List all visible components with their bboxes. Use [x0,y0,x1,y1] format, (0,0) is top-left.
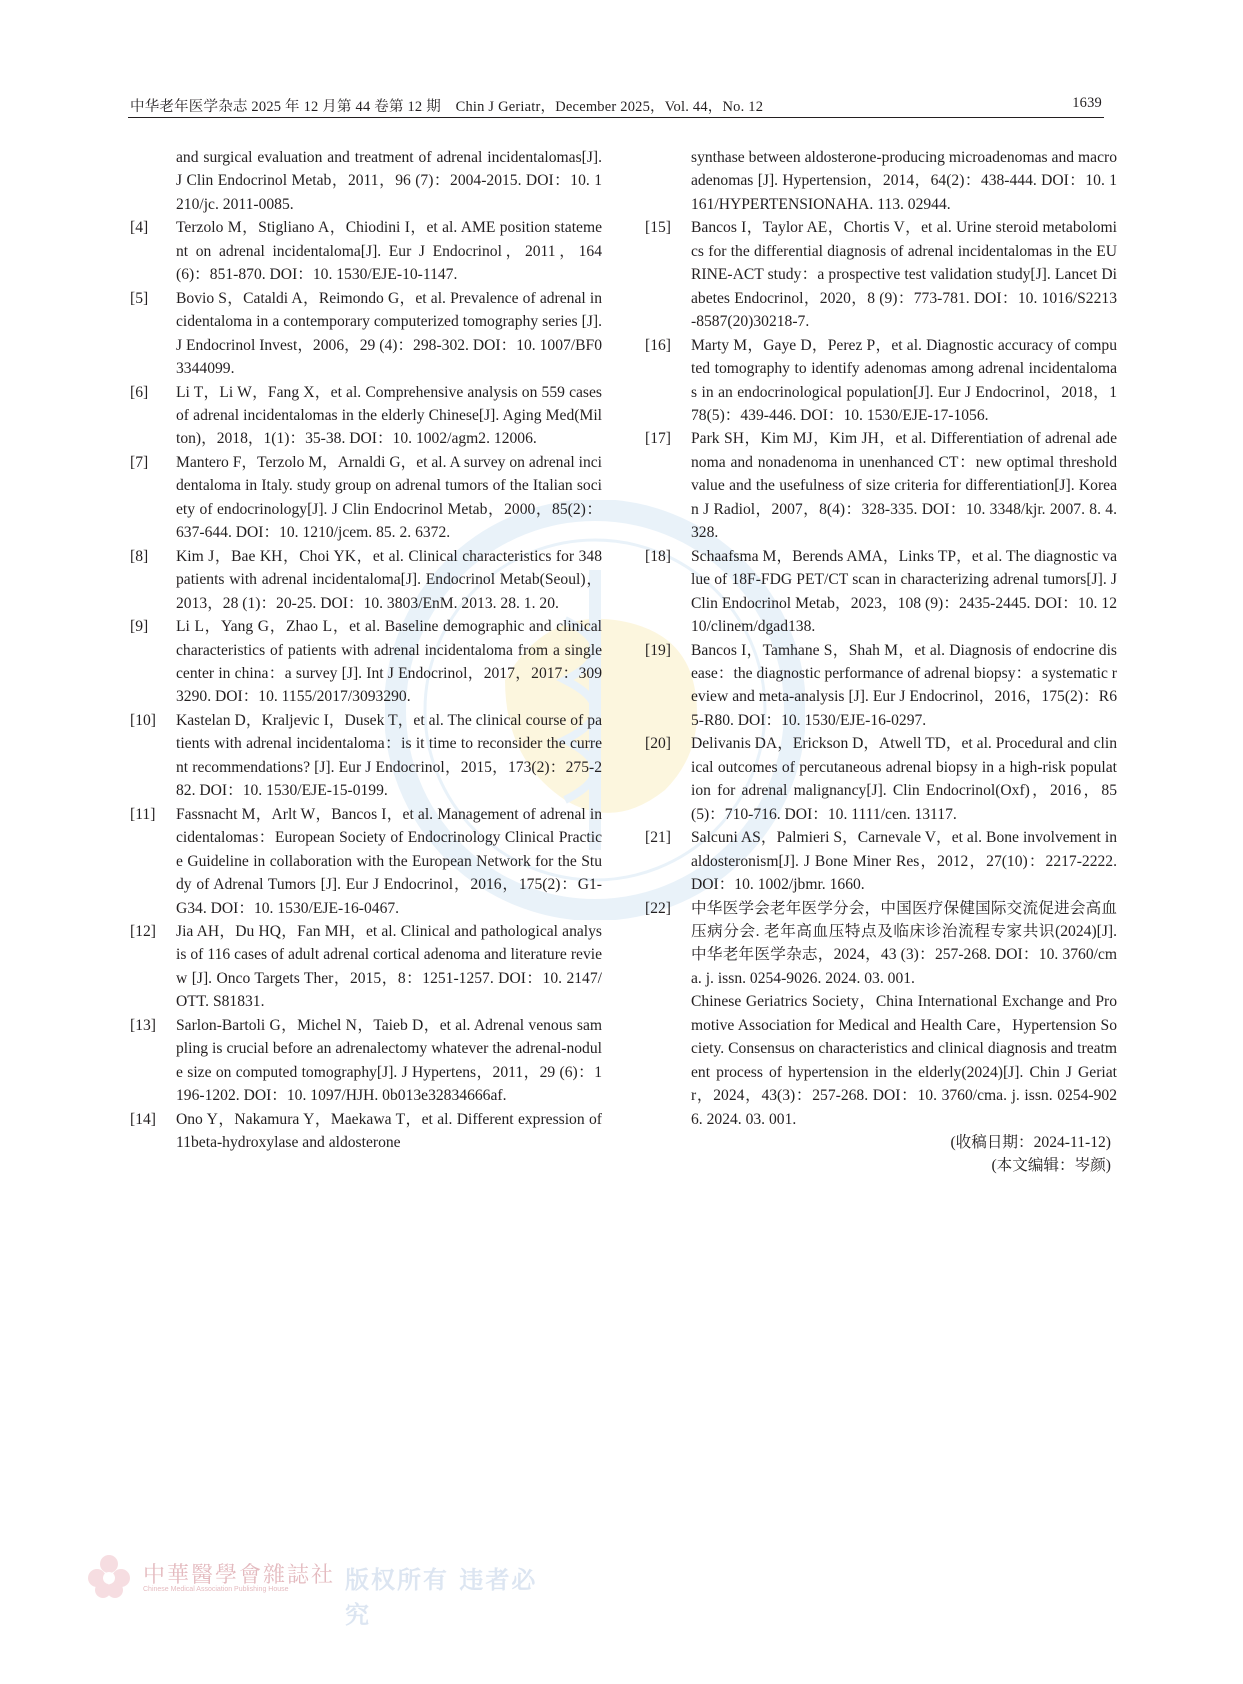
ref-number: [14] [130,1110,156,1128]
ref-4 [130,216,602,286]
ref-text: Delivanis DA，Erickson D，Atwell TD，et al. Procedural and clinical outcomes of percutaneous adrenal biopsy in a high-risk population for adrenal malignancy[J]. Clin Endocrinol(Oxf)，2016，85(5)：710-716. DOI：10. 1111/cen. 13117. [691,735,1117,823]
ref-number: [11] [130,805,156,823]
ref-number: [20] [645,735,671,753]
journal-header: 中华老年医学杂志 2025 年 12 月第 44 卷第 12 期 Chin J Geriatr，December 2025，Vol. 44，No. 12 [130,99,764,115]
ref-text: Terzolo M，Stigliano A，Chiodini I，et al. AME position statement on adrenal incidentaloma[J]. Eur J Endocrinol，2011，164 (6)：851-870. DOI：10. 1530/EJE-10-1147. [176,219,602,284]
ref-text: Marty M，Gaye D，Perez P，et al. Diagnostic accuracy of computed tomography to identify adenomas among adrenal incidentalomas in an endocrinological population[J]. Eur J Endocrinol，2018，178(5)：439-446. DOI：10. 1530/EJE-17-1056. [691,336,1117,424]
ref-text: Fassnacht M，Arlt W，Bancos I，et al. Management of adrenal incidentalomas：European Society of Endocrinology Clinical Practice Guideline in collaboration with the European Network for the Study of Adrenal Tumors [J]. Eur J Endocrinol，2016，175(2)：G1-G34. DOI：10. 1530/EJE-16-0467. [176,805,602,917]
ref-7 [130,451,602,545]
ref-number: [21] [645,829,671,847]
publisher-name-en: Chinese Medical Association Publishing House [143,1586,289,1593]
ref-18 [645,545,1117,639]
ref-number: [5] [130,289,149,307]
ref-22-translation: Chinese Geriatrics Society，China International Exchange and Promotive Association for Medical and Health Care，Hypertension Society. Consensus on characteristics and clinical diagnosis and treatment process of hypertension in the elderly(2024)[J]. Chin J Geriatr，2024，43(3)：257-268. DOI：10. 3760/cma. j. issn. 0254-9026. 2024. 03. 001. [691,993,1117,1128]
ref-text: Li L，Yang G，Zhao L，et al. Baseline demographic and clinical characteristics of patients with adrenal incidentaloma from a single center in china：a survey [J]. Int J Endocrinol，2017，2017：3093290. DOI：10. 1155/2017/3093290. [176,618,602,706]
ref-12 [130,920,602,1014]
ref-number: [15] [645,219,671,237]
publisher-watermark [85,1552,555,1629]
ref-number: [22] [645,899,671,917]
ref-text: Salcuni AS，Palmieri S，Carnevale V，et al. Bone involvement in aldosteronism[J]. J Bone Miner Res，2012，27(10)：2217-2222. DOI：10. 1002/jbmr. 1660. [691,829,1117,894]
ref-text: Kim J，Bae KH，Choi YK，et al. Clinical characteristics for 348 patients with adrenal incidentaloma[J]. Endocrinol Metab(Seoul)，2013，28 (1)：20-25. DOI：10. 3803/EnM. 2013. 28. 1. 20. [176,547,602,612]
ref-number: [7] [130,453,149,471]
ref-14 [130,1108,602,1155]
ref-number: [19] [645,641,671,659]
ref-number: [8] [130,547,149,565]
ref-number: [4] [130,219,149,237]
ref-number: [18] [645,547,671,565]
page-header [130,95,1102,116]
ref-number: [6] [130,383,149,401]
ref-text: Li T，Li W，Fang X，et al. Comprehensive analysis on 559 cases of adrenal incidentalomas in the elderly Chinese[J]. Aging Med(Milton)，2018，1(1)：35-38. DOI：10. 1002/agm2. 12006. [176,383,602,448]
ref-15 [645,216,1117,333]
ref-20 [645,732,1117,826]
ref-text: Bancos I，Tamhane S，Shah M，et al. Diagnosis of endocrine disease：the diagnostic performance of adrenal biopsy：a systematic review and meta-analysis [J]. Eur J Endocrinol，2016，175(2)：R65-R80. DOI：10. 1530/EJE-16-0297. [691,641,1117,729]
ref-text: Sarlon-Bartoli G，Michel N，Taieb D，et al. Adrenal venous sampling is crucial before an adrenalectomy whatever the adrenal-nodule size on computed tomography[J]. J Hypertens，2011，29 (6)：1196-1202. DOI：10. 1097/HJH. 0b013e32834666af. [176,1016,602,1105]
ref-number: [17] [645,430,671,448]
ref-11 [130,803,602,920]
ref-16 [645,334,1117,428]
right-continuation: synthase between aldosterone-producing microadenomas and macroadenomas [J]. Hypertension，2014，64(2)：438-444. DOI：10. 1161/HYPERTENSIONAHA. 113. 02944. [691,149,1117,213]
ref-number: [12] [130,922,156,940]
ref-number: [10] [130,711,156,729]
page-number: 1639 [1072,95,1102,111]
ref-13 [130,1014,602,1108]
flower-logo-icon [85,1552,133,1600]
ref-number: [16] [645,336,671,354]
ref-text: Mantero F，Terzolo M，Arnaldi G，et al. A survey on adrenal incidentaloma in Italy. study group on adrenal tumors of the Italian society of endocrinology[J]. J Clin Endocrinol Metab，2000，85(2)：637-644. DOI：10. 1210/jcem. 85. 2. 6372. [176,453,602,542]
ref-text: Jia AH，Du HQ，Fan MH，et al. Clinical and pathological analysis of 116 cases of adult adrenal cortical adenoma and literature review [J]. Onco Targets Ther，2015，8：1251-1257. DOI：10. 2147/OTT. S81831. [176,922,602,1011]
ref-9 [130,615,602,709]
editor-note: (本文编辑：岑颜) [991,1157,1111,1175]
ref-22 [645,897,1117,991]
ref-number: [13] [130,1016,156,1034]
ref-text: Bancos I，Taylor AE，Chortis V，et al. Urine steroid metabolomics for the differential diagnosis of adrenal incidentalomas in the EURINE-ACT study：a prospective test validation study[J]. Lancet Diabetes Endocrinol，2020，8 (9)：773-781. DOI：10. 1016/S2213-8587(20)30218-7. [691,219,1117,331]
left-continuation: and surgical evaluation and treatment of adrenal incidentalomas[J]. J Clin Endocrinol Metab，2011，96 (7)：2004-2015. DOI：10. 1210/jc. 2011-0085. [176,149,602,213]
ref-text: 中华医学会老年医学分会，中国医疗保健国际交流促进会高血压病分会. 老年高血压特点及临床诊治流程专家共识(2024)[J]. 中华老年医学杂志，2024，43 (3)：257-268. DOI：10. 3760/cma. j. issn. 0254-9026. 2024. 03. 001. [691,899,1117,987]
publisher-name-cn: 中華醫學會雜誌社 [143,1563,336,1588]
ref-text: Ono Y，Nakamura Y，Maekawa T，et al. Different expression of 11beta-hydroxylase and aldosterone [176,1110,602,1152]
ref-10 [130,709,602,803]
ref-19 [645,639,1117,733]
ref-5 [130,287,602,381]
ref-text: Kastelan D，Kraljevic I，Dusek T，et al. The clinical course of patients with adrenal incidentaloma：is it time to reconsider the current recommendations? [J]. Eur J Endocrinol，2015，173(2)：275-282. DOI：10. 1530/EJE-15-0199. [176,711,602,800]
ref-text: Schaafsma M，Berends AMA，Links TP，et al. The diagnostic value of 18F-FDG PET/CT scan in characterizing adrenal tumors[J]. J Clin Endocrinol Metab，2023，108 (9)：2435-2445. DOI：10. 1210/clinem/dgad138. [691,547,1117,636]
left-column [130,146,602,1154]
header-rule [128,117,1104,118]
ref-number: [9] [130,618,149,636]
ref-text: Bovio S，Cataldi A，Reimondo G，et al. Prevalence of adrenal incidentaloma in a contemporary computerized tomography series [J]. J Endocrinol Invest，2006，29 (4)：298-302. DOI：10. 1007/BF03344099. [176,289,602,378]
received-date: (收稿日期：2024-11-12) [950,1134,1111,1152]
ref-21 [645,826,1117,896]
rights-notice: 版权所有 违者必究 [345,1566,538,1629]
ref-17 [645,427,1117,544]
ref-8 [130,545,602,615]
right-column [645,146,1117,1178]
ref-6 [130,381,602,451]
ref-text: Park SH，Kim MJ，Kim JH，et al. Differentiation of adrenal adenoma and nonadenoma in unenhanced CT：new optimal threshold value and the usefulness of size criteria for differentiation[J]. Korean J Radiol，2007，8(4)：328-335. DOI：10. 3348/kjr. 2007. 8. 4. 328. [691,430,1117,542]
